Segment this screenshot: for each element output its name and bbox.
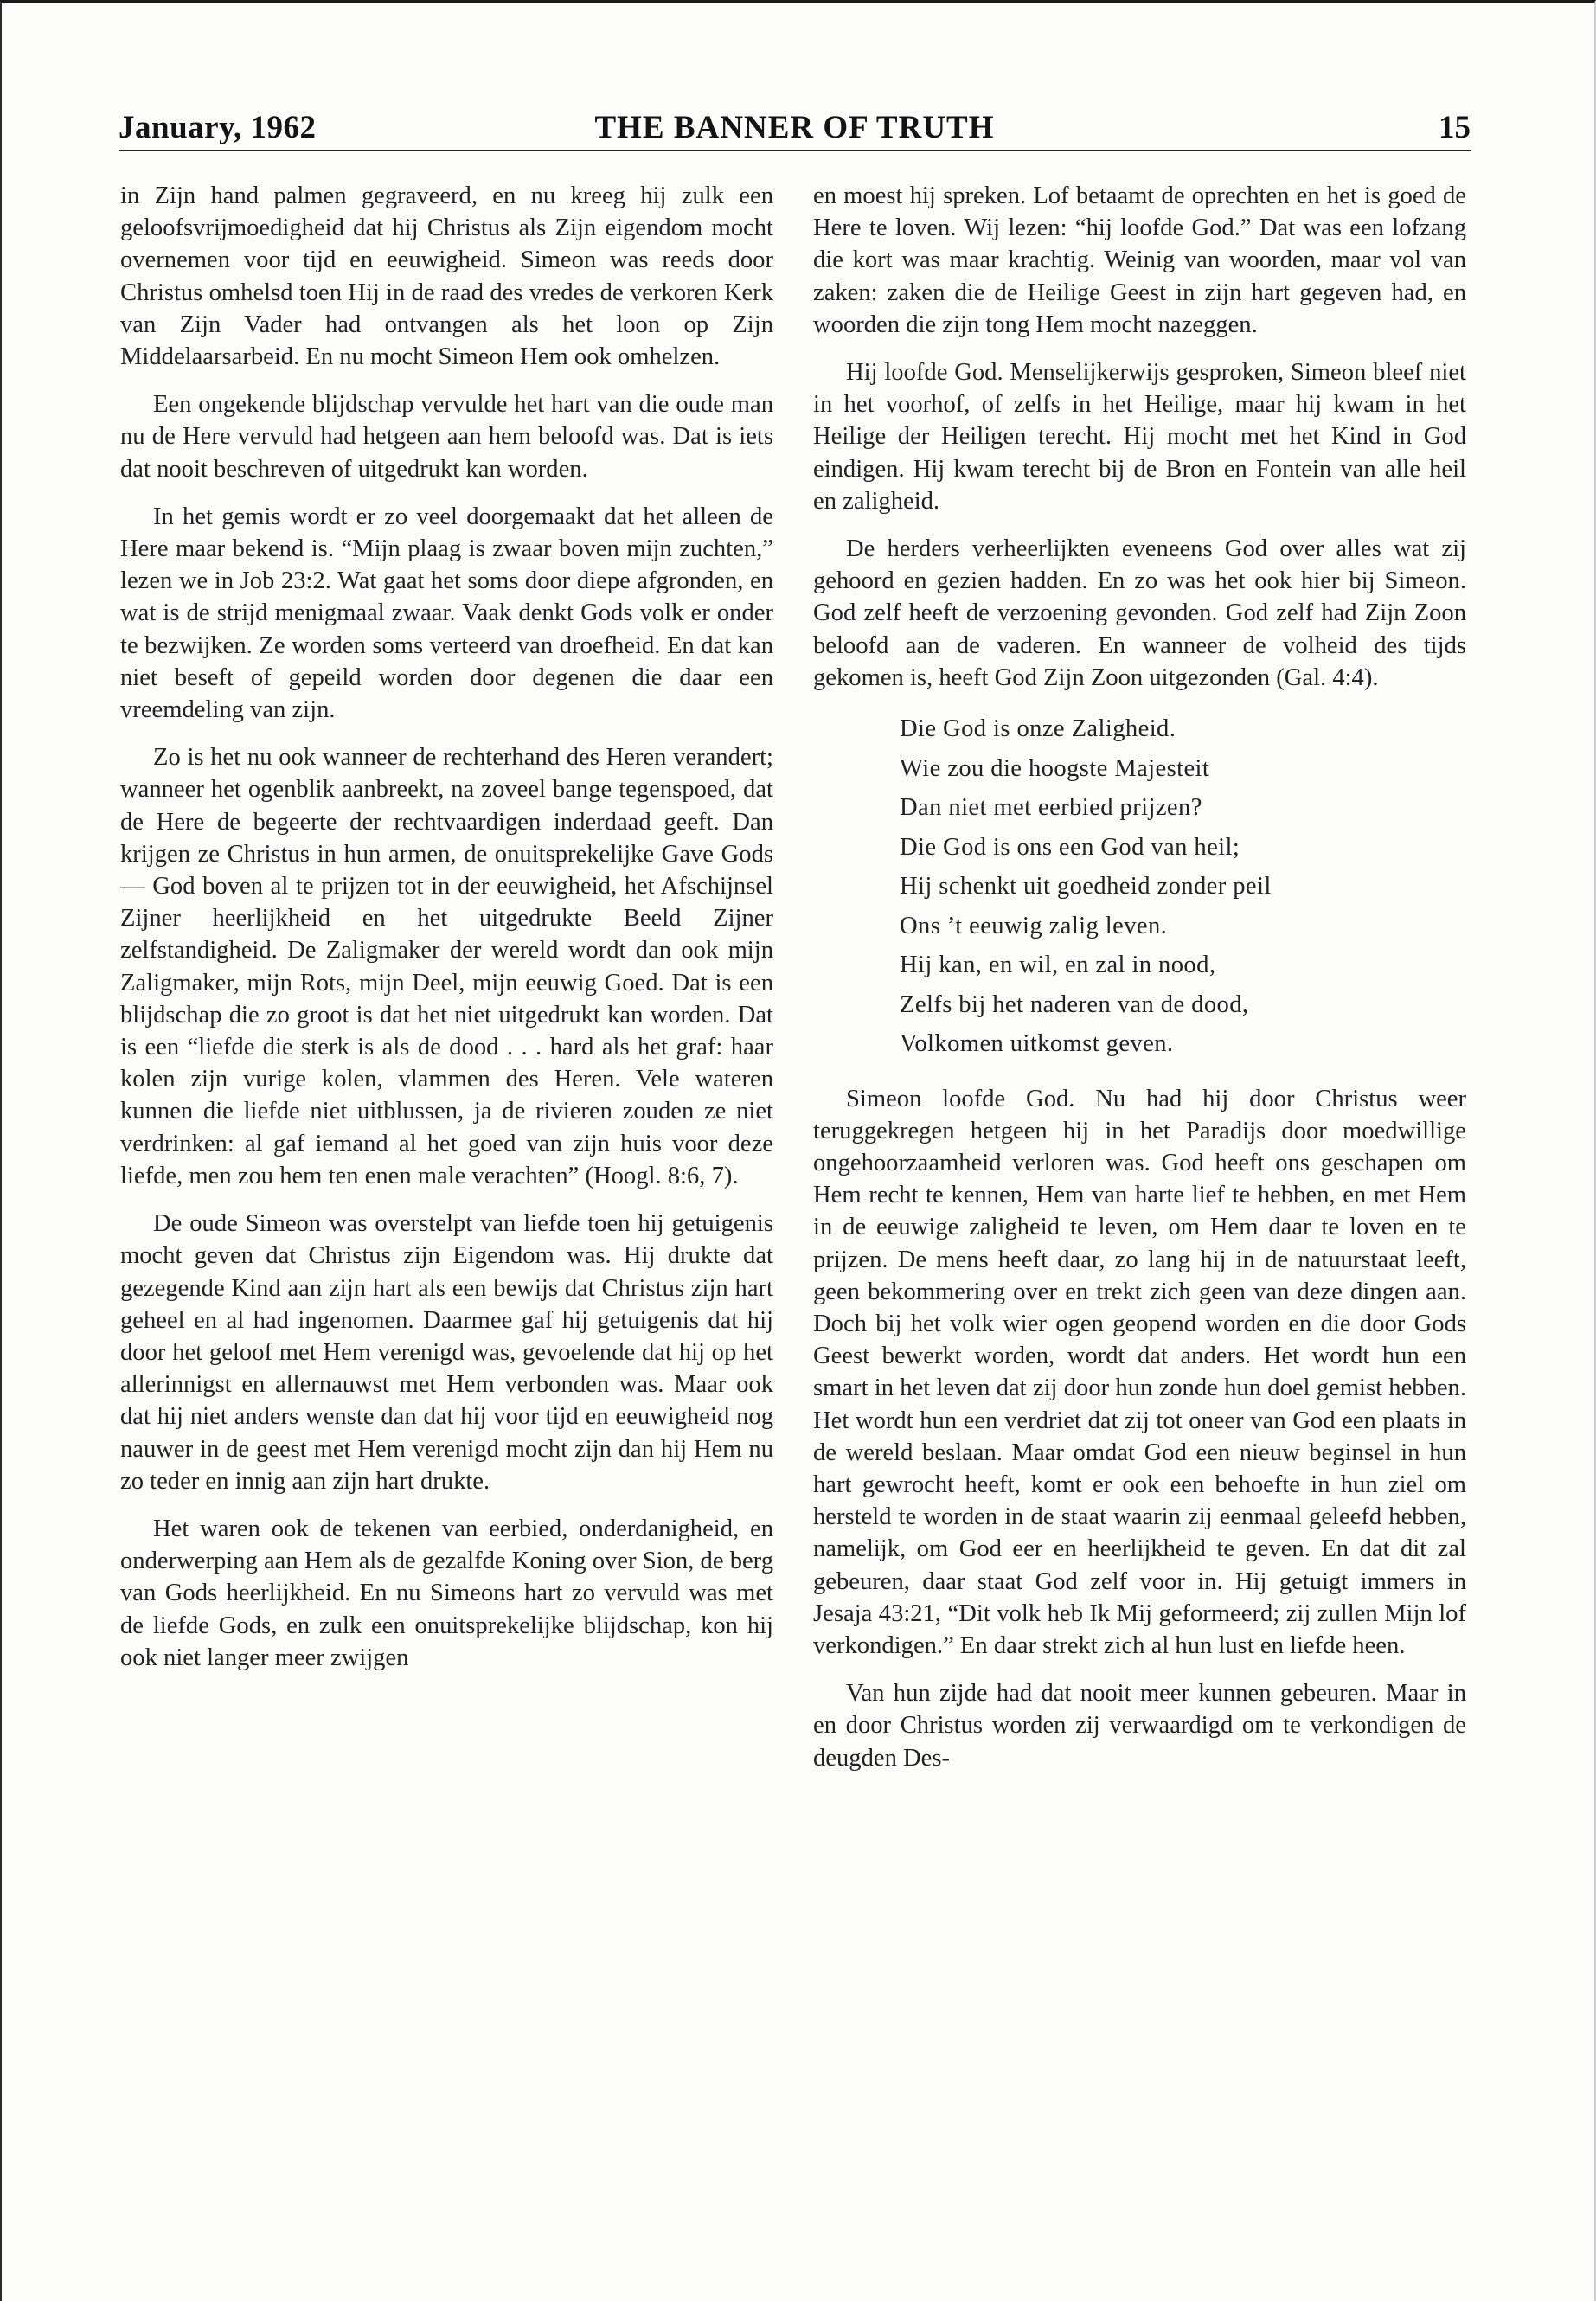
right-column xyxy=(813,180,1466,1790)
issue-date: January, 1962 xyxy=(119,110,317,145)
paragraph: Simeon loofde God. Nu had hij door Christus weer teruggekregen hetgeen hij in het Paradijs door moedwillige ongehoorzaamheid verloren was. God heeft ons geschapen om Hem recht te kennen, Hem van harte lief te hebben, en met Hem in de eeuwige zaligheid te leven, om Hem daar te loven en te prijzen. De mens heeft daar, zo lang hij in de natuurstaat leeft, geen bekommering over en trekt zich geen van deze dingen aan. Doch bij het volk wier ogen geopend worden en die door Gods Geest bewerkt worden, wordt dat anders. Het wordt hun een smart in het leven dat zij door hun zonde hun doel gemist hebben. Het wordt hun een verdriet dat zij tot oneer van God een plaats in de wereld beslaan. Maar omdat God een nieuw beginsel in hun hart gewrocht heeft, komt er ook een behoefte in hun ziel om hersteld te worden in de staat waarin zij eenmaal geleefd hebben, namelijk, om God eer en heerlijkheid te geven. En dat dit zal gebeuren, daar staat God zelf voor in. Hij getuigt immers in Jesaja 43:21, “Dit volk heb Ik Mij geformeerd; zij zullen Mijn lof verkondigen.” En daar strekt zich al hun lust en liefde heen. xyxy=(813,1085,1466,1659)
page-number: 15 xyxy=(1439,110,1471,145)
paragraph: en moest hij spreken. Lof betaamt de oprechten en het is goed de Here te loven. Wij lezen: “hij loofde God.” Dat was een lofzang die kort was maar krachtig. Weinig van woorden, maar vol van zaken: zaken die de Heilige Geest in zijn hart gegeven had, en woorden die zijn tong Hem mocht nazeggen. xyxy=(813,183,1466,338)
paragraph: Zo is het nu ook wanneer de rechterhand des Heren verandert; wanneer het ogenblik aanbreekt, na zoveel bange tegenspoed, dat de Here de begeerte der rechtvaardigen inderdaad geeft. Dan krijgen ze Christus in hun armen, de onuitsprekelijke Gave Gods — God boven al te prijzen tot in der eeuwigheid, het Afschijnsel Zijner heerlijkheid en het uitgedrukte Beeld Zijner zelfstandigheid. De Zaligmaker der wereld wordt dan ook mijn Zaligmaker, mijn Rots, mijn Deel, mijn eeuwig Goed. Dat is een blijdschap die zo groot is dat het niet uitgedrukt kan worden. Dat is een “liefde die sterk is als de dood . . . hard als het graf: haar kolen zijn vurige kolen, vlammen des Heren. Vele wateren kunnen die liefde niet uitblussen, ja de rivieren zouden ze niet verdrinken: al gaf iemand al het goed van zijn huis voor deze liefde, men zou hem ten enen male verachten” (Hoogl. 8:6, 7). xyxy=(120,744,773,1189)
verse-line: Ons ’t eeuwig zalig leven. xyxy=(900,912,1168,939)
paragraph: in Zijn hand palmen gegraveerd, en nu kreeg hij zulk een geloofsvrijmoedigheid dat hij Christus als Zijn eigendom mocht overnemen voor tijd en eeuwigheid. Simeon was reeds door Christus omhelsd toen Hij in de raad des vredes de verkoren Kerk van Zijn Vader had ontvangen als het loon op Zijn Middelaarsarbeid. En nu mocht Simeon Hem ook omhelzen. xyxy=(120,183,773,371)
verse-line: Zelfs bij het naderen van de dood, xyxy=(900,990,1249,1018)
running-header xyxy=(119,105,1471,151)
left-column xyxy=(120,180,773,1689)
paragraph: De herders verheerlijkten eveneens God over alles wat zij gehoord en gezien hadden. En zo was het ook hier bij Simeon. God zelf heeft de verzoening gevonden. God zelf had Zijn Zoon beloofd aan de vaderen. En wanneer de volheid des tijds gekomen is, heeft God Zijn Zoon uitgezonden (Gal. 4:4). xyxy=(813,535,1466,691)
verse-line: Hij schenkt uit goedheid zonder peil xyxy=(900,873,1272,901)
paragraph: De oude Simeon was overstelpt van liefde toen hij getuigenis mocht geven dat Christus zijn Eigendom was. Hij drukte dat gezegende Kind aan zijn hart als een bewijs dat Christus zijn hart geheel en al had ingenomen. Daarmee gaf hij getuigenis dat hij door het geloof met Hem verenigd was, gevoelende dat hij op het allerinnigst en allernauwst met Hem verbonden was. Maar ook dat hij niet anders wenste dan dat hij voor tijd en eeuwigheid nog nauwer in de geest met Hem verenigd mocht zijn dan hij Hem nu zo teder en innig aan zijn hart drukte. xyxy=(120,1210,773,1495)
verse-line: Wie zou die hoogste Majesteit xyxy=(900,754,1210,782)
paragraph: Het waren ook de tekenen van eerbied, onderdanigheid, en onderwerping aan Hem als de gezalfde Koning over Sion, de berg van Gods heerlijkheid. En nu Simeons hart zo vervuld was met de liefde Gods, en zulk een onuitsprekelijke blijdschap, kon hij ook niet langer meer zwijgen xyxy=(120,1515,773,1671)
paragraph: Hij loofde God. Menselijkerwijs gesproken, Simeon bleef niet in het voorhof, of zelfs in het Heilige, maar hij kwam in het Heilige der Heiligen terecht. Hij mocht met het Kind in God eindigen. Hij kwam terecht bij de Bron en Fontein van alle heil en zaligheid. xyxy=(813,359,1466,515)
verse-line: Volkomen uitkomst geven. xyxy=(900,1030,1174,1058)
verse-line: Die God is ons een God van heil; xyxy=(900,833,1240,861)
publication-title: THE BANNER OF TRUTH xyxy=(594,110,995,145)
verse-line: Dan niet met eerbied prijzen? xyxy=(900,794,1202,822)
paragraph: Van hun zijde had dat nooit meer kunnen gebeuren. Maar in en door Christus worden zij verwaardigd om te verkondigen de deugden Des- xyxy=(813,1680,1466,1772)
paragraph: Een ongekende blijdschap vervulde het hart van die oude man nu de Here vervuld had hetgeen aan hem beloofd was. Dat is iets dat nooit beschreven of uitgedrukt kan worden. xyxy=(120,391,773,483)
paragraph: In het gemis wordt er zo veel doorgemaakt dat het alleen de Here maar bekend is. “Mijn plaag is zwaar boven mijn zuchten,” lezen we in Job 23:2. Wat gaat het soms door diepe afgronden, en wat is de strijd menigmaal zwaar. Vaak denkt Gods volk er onder te bezwijken. Ze worden soms verteerd van droefheid. En dat kan niet beseft of gepeild worden door degenen die daar een vreemdeling van zijn. xyxy=(120,503,773,724)
verse-line: Hij kan, en wil, en zal in nood, xyxy=(900,952,1216,979)
psalm-verse xyxy=(813,709,1466,1064)
verse-line: Die God is onze Zaligheid. xyxy=(900,715,1176,743)
